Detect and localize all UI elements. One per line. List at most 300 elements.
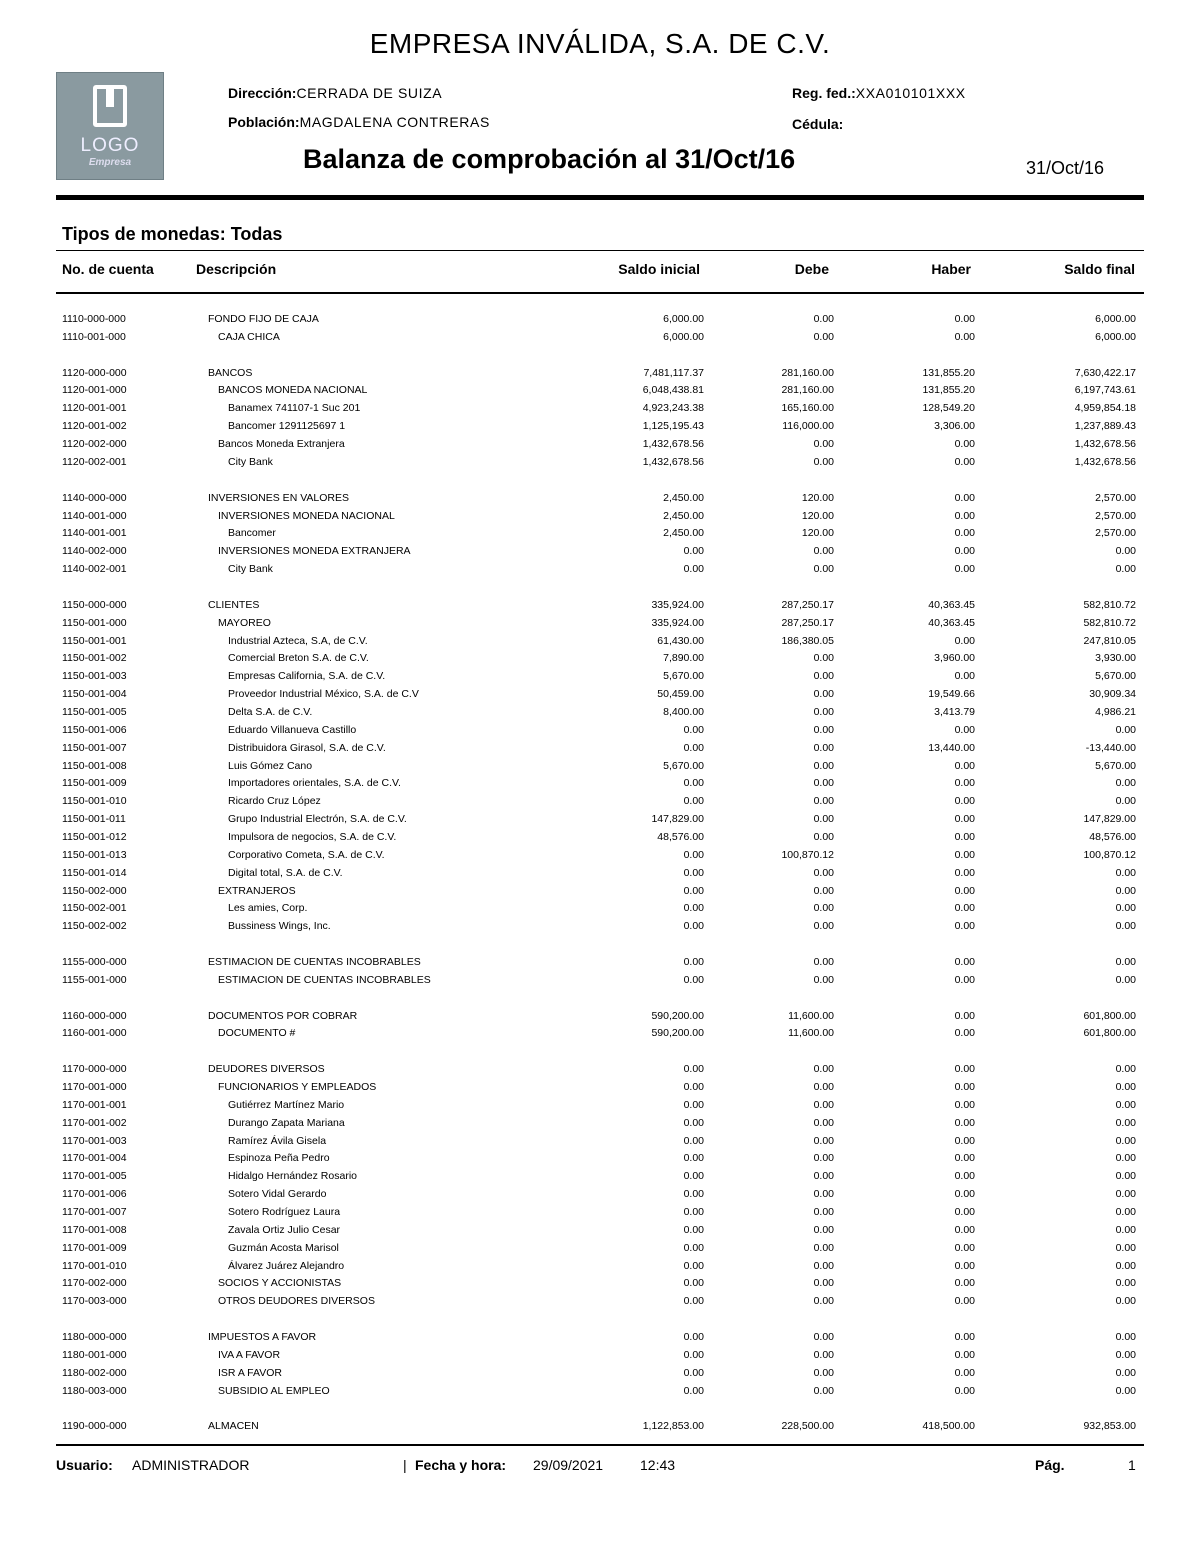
credit-amount: 0.00: [954, 1384, 975, 1397]
final-balance: 1,432,678.56: [1074, 438, 1136, 450]
account-number: 1150-002-000: [62, 884, 127, 897]
debit-amount: 0.00: [813, 705, 834, 718]
debit-amount: 0.00: [813, 652, 834, 665]
credit-amount: 0.00: [954, 1331, 975, 1343]
account-number: 1170-001-007: [62, 1206, 127, 1218]
address-label: Dirección:: [228, 85, 297, 101]
final-balance: 2,570.00: [1095, 527, 1136, 540]
table-row: [0, 760, 1200, 777]
debit-amount: 0.00: [813, 741, 834, 754]
debit-amount: 0.00: [813, 884, 834, 897]
account-number: 1170-001-003: [62, 1134, 127, 1147]
credit-amount: 0.00: [954, 902, 975, 915]
credit-amount: 0.00: [954, 848, 975, 861]
account-number: 1170-002-000: [62, 1277, 127, 1290]
initial-balance: 0.00: [683, 1331, 704, 1343]
account-number: 1150-001-014: [62, 866, 127, 879]
account-description: Delta S.A. de C.V.: [228, 705, 313, 718]
account-description: INVERSIONES EN VALORES: [208, 491, 350, 504]
credit-amount: 3,960.00: [934, 652, 975, 665]
account-description: Sotero Vidal Gerardo: [228, 1188, 327, 1201]
credit-amount: 0.00: [954, 759, 975, 772]
table-row: [0, 1385, 1200, 1402]
credit-amount: 0.00: [954, 973, 975, 986]
account-description: Bussiness Wings, Inc.: [228, 920, 331, 933]
debit-amount: 100,870.12: [781, 848, 834, 861]
logo-subtext: Empresa: [88, 157, 132, 168]
account-description: CLIENTES: [208, 598, 260, 611]
credit-amount: 0.00: [954, 455, 975, 468]
final-balance: 147,829.00: [1083, 813, 1136, 826]
debit-amount: 0.00: [813, 759, 834, 772]
address-line: [228, 85, 442, 103]
debit-amount: 287,250.17: [781, 616, 834, 629]
table-row: [0, 920, 1200, 937]
credit-amount: 0.00: [954, 1206, 975, 1218]
final-balance: 0.00: [1115, 1259, 1136, 1272]
initial-balance: 0.00: [683, 1116, 704, 1129]
credit-amount: 128,549.20: [922, 402, 975, 415]
account-description: Ricardo Cruz López: [228, 795, 321, 808]
debit-amount: 0.00: [813, 813, 834, 826]
col-final: Saldo final: [1064, 261, 1135, 277]
columns-bottom-rule: [56, 292, 1144, 294]
account-number: 1170-000-000: [62, 1063, 127, 1076]
account-description: ISR A FAVOR: [218, 1366, 282, 1379]
report-title: Balanza de comprobación al 31/Oct/16: [303, 144, 796, 174]
initial-balance: 48,576.00: [657, 830, 704, 843]
debit-amount: 0.00: [813, 723, 834, 736]
table-row: [0, 1224, 1200, 1241]
credit-amount: 0.00: [954, 813, 975, 826]
initial-balance: 0.00: [683, 973, 704, 986]
account-number: 1140-000-000: [62, 491, 127, 504]
credit-amount: 0.00: [954, 1063, 975, 1076]
account-number: 1150-001-012: [62, 830, 127, 843]
final-balance: 30,909.34: [1089, 688, 1136, 701]
account-description: Álvarez Juárez Alejandro: [228, 1259, 345, 1272]
table-row: [0, 1081, 1200, 1098]
table-row: [0, 688, 1200, 705]
account-number: 1170-001-002: [62, 1116, 127, 1129]
table-row: [0, 1349, 1200, 1366]
credit-amount: 0.00: [954, 1116, 975, 1129]
account-number: 1150-002-001: [62, 902, 127, 915]
table-row: [0, 1099, 1200, 1116]
debit-amount: 0.00: [813, 1384, 834, 1397]
final-balance: 0.00: [1115, 777, 1136, 790]
table-row: [0, 599, 1200, 616]
initial-balance: 1,125,195.43: [642, 420, 704, 433]
table-row: [0, 670, 1200, 687]
account-number: 1170-001-008: [62, 1223, 127, 1236]
reg-value: XXA010101XXX: [855, 85, 966, 101]
initial-balance: 0.00: [683, 1223, 704, 1236]
final-balance: 0.00: [1115, 1098, 1136, 1111]
account-description: Comercial Breton S.A. de C.V.: [228, 652, 369, 665]
currency-filter: Tipos de monedas: Todas: [62, 224, 283, 244]
table-row: [0, 420, 1200, 437]
final-balance: 0.00: [1115, 545, 1136, 558]
account-number: 1150-001-007: [62, 741, 127, 754]
debit-amount: 186,380.05: [781, 634, 834, 647]
account-number: 1170-001-000: [62, 1081, 127, 1093]
final-balance: 0.00: [1115, 1134, 1136, 1147]
final-balance: 0.00: [1115, 1063, 1136, 1076]
reg-line: [792, 85, 966, 103]
account-description: DEUDORES DIVERSOS: [208, 1063, 325, 1076]
account-description: Bancomer 1291125697 1: [228, 420, 346, 433]
account-description: Empresas California, S.A. de C.V.: [228, 670, 386, 683]
credit-amount: 131,855.20: [922, 384, 975, 397]
reg-label: Reg. fed.:: [792, 85, 856, 101]
table-row: [0, 795, 1200, 812]
account-description: OTROS DEUDORES DIVERSOS: [218, 1295, 375, 1308]
account-number: 1150-001-006: [62, 723, 127, 736]
final-balance: 5,670.00: [1095, 759, 1136, 772]
credit-amount: 0.00: [954, 795, 975, 808]
page-number: 1: [1128, 1457, 1136, 1473]
final-balance: 582,810.72: [1083, 616, 1136, 629]
cedula-line: [792, 116, 843, 134]
initial-balance: 0.00: [683, 1348, 704, 1361]
city-label: Población:: [228, 114, 300, 130]
account-description: Industrial Azteca, S.A, de C.V.: [228, 634, 368, 647]
debit-amount: 120.00: [801, 509, 834, 522]
initial-balance: 2,450.00: [663, 509, 704, 522]
account-description: ALMACEN: [208, 1420, 259, 1433]
debit-amount: 0.00: [813, 1348, 834, 1361]
debit-amount: 0.00: [813, 956, 834, 968]
credit-amount: 0.00: [954, 527, 975, 540]
final-balance: 0.00: [1115, 723, 1136, 736]
account-description: City Bank: [228, 455, 273, 468]
initial-balance: 61,430.00: [657, 634, 704, 647]
credit-amount: 3,413.79: [934, 705, 975, 718]
account-description: Guzmán Acosta Marisol: [228, 1241, 339, 1254]
initial-balance: 1,432,678.56: [642, 455, 704, 468]
debit-amount: 281,160.00: [781, 384, 834, 397]
credit-amount: 0.00: [954, 956, 975, 968]
credit-amount: 13,440.00: [928, 741, 975, 754]
initial-balance: 0.00: [683, 866, 704, 879]
debit-amount: 0.00: [813, 313, 834, 325]
table-row: [0, 831, 1200, 848]
final-balance: 247,810.05: [1083, 634, 1136, 647]
account-number: 1160-001-000: [62, 1027, 127, 1040]
table-row: [0, 1188, 1200, 1205]
account-number: 1150-001-005: [62, 705, 127, 718]
initial-balance: 590,200.00: [651, 1027, 704, 1040]
final-balance: -13,440.00: [1085, 741, 1136, 754]
initial-balance: 0.00: [683, 1295, 704, 1308]
debit-amount: 0.00: [813, 1206, 834, 1218]
final-balance: 0.00: [1115, 973, 1136, 986]
initial-balance: 0.00: [683, 1170, 704, 1183]
account-description: Zavala Ortiz Julio Cesar: [228, 1223, 341, 1236]
initial-balance: 6,048,438.81: [642, 384, 704, 397]
account-description: BANCOS MONEDA NACIONAL: [218, 384, 368, 397]
initial-balance: 5,670.00: [663, 670, 704, 683]
initial-balance: 0.00: [683, 1152, 704, 1165]
report-date: 31/Oct/16: [1026, 158, 1105, 178]
account-description: CAJA CHICA: [218, 330, 280, 343]
account-number: 1120-002-001: [62, 455, 127, 468]
final-balance: 0.00: [1115, 1152, 1136, 1165]
account-number: 1140-001-000: [62, 509, 127, 522]
final-balance: 1,237,889.43: [1074, 420, 1136, 433]
initial-balance: 0.00: [683, 741, 704, 754]
final-balance: 0.00: [1115, 1206, 1136, 1218]
initial-balance: 590,200.00: [651, 1009, 704, 1022]
table-row: [0, 1242, 1200, 1259]
account-number: 1150-001-008: [62, 759, 127, 772]
initial-balance: 6,000.00: [663, 313, 704, 325]
credit-amount: 0.00: [954, 723, 975, 736]
account-description: Impulsora de negocios, S.A. de C.V.: [228, 830, 397, 843]
footer-time: 12:43: [640, 1457, 676, 1473]
debit-amount: 0.00: [813, 866, 834, 879]
debit-amount: 0.00: [813, 1134, 834, 1147]
footer-date: 29/09/2021: [533, 1457, 604, 1473]
account-description: ESTIMACION DE CUENTAS INCOBRABLES: [208, 956, 421, 968]
credit-amount: 0.00: [954, 1170, 975, 1183]
account-description: FUNCIONARIOS Y EMPLEADOS: [218, 1081, 377, 1093]
table-row: [0, 777, 1200, 794]
account-number: 1150-001-000: [62, 616, 127, 629]
account-number: 1155-000-000: [62, 956, 127, 968]
account-number: 1170-003-000: [62, 1295, 127, 1308]
final-balance: 6,000.00: [1095, 330, 1136, 343]
initial-balance: 1,122,853.00: [642, 1420, 704, 1433]
debit-amount: 0.00: [813, 795, 834, 808]
account-number: 1150-001-001: [62, 634, 127, 647]
debit-amount: 0.00: [813, 973, 834, 986]
address-value: CERRADA DE SUIZA: [296, 85, 443, 101]
final-balance: 2,570.00: [1095, 509, 1136, 522]
account-number: 1120-001-002: [62, 420, 127, 433]
table-row: [0, 1420, 1200, 1437]
debit-amount: 0.00: [813, 1259, 834, 1272]
initial-balance: 0.00: [683, 723, 704, 736]
credit-amount: 0.00: [954, 1241, 975, 1254]
debit-amount: 11,600.00: [788, 1009, 834, 1022]
debit-amount: 0.00: [813, 1098, 834, 1111]
footer-separator: |: [403, 1457, 407, 1473]
debit-amount: 0.00: [813, 688, 834, 701]
table-row: [0, 706, 1200, 723]
initial-balance: 0.00: [683, 884, 704, 897]
final-balance: 0.00: [1115, 902, 1136, 915]
cedula-label: Cédula:: [792, 116, 844, 132]
final-balance: 0.00: [1115, 1384, 1136, 1397]
account-description: Ramírez Ávila Gisela: [228, 1134, 327, 1147]
debit-amount: 0.00: [813, 1152, 834, 1165]
final-balance: 0.00: [1115, 956, 1136, 968]
credit-amount: 0.00: [954, 884, 975, 897]
debit-amount: 0.00: [813, 1295, 834, 1308]
initial-balance: 0.00: [683, 956, 704, 968]
final-balance: 932,853.00: [1083, 1420, 1136, 1433]
initial-balance: 0.00: [683, 1206, 704, 1218]
account-description: SUBSIDIO AL EMPLEO: [218, 1384, 330, 1397]
city-line: [228, 114, 490, 132]
credit-amount: 0.00: [954, 1134, 975, 1147]
credit-amount: 0.00: [954, 1223, 975, 1236]
final-balance: 2,570.00: [1095, 491, 1136, 504]
final-balance: 0.00: [1115, 1277, 1136, 1290]
table-row: [0, 510, 1200, 527]
table-row: [0, 1152, 1200, 1169]
table-row: [0, 849, 1200, 866]
company-name: EMPRESA INVÁLIDA, S.A. DE C.V.: [369, 28, 831, 59]
credit-amount: 0.00: [954, 1295, 975, 1308]
account-description: INVERSIONES MONEDA EXTRANJERA: [218, 545, 411, 558]
account-number: 1150-001-013: [62, 848, 127, 861]
credit-amount: 0.00: [954, 1081, 975, 1093]
initial-balance: 0.00: [683, 902, 704, 915]
debit-amount: 165,160.00: [781, 402, 834, 415]
initial-balance: 147,829.00: [651, 813, 704, 826]
account-description: Les amies, Corp.: [228, 902, 308, 915]
initial-balance: 4,923,243.38: [642, 402, 704, 415]
account-number: 1170-001-010: [62, 1259, 127, 1272]
final-balance: 0.00: [1115, 1170, 1136, 1183]
initial-balance: 0.00: [683, 1259, 704, 1272]
debit-amount: 0.00: [813, 920, 834, 933]
table-row: [0, 1063, 1200, 1080]
final-balance: 0.00: [1115, 1223, 1136, 1236]
debit-amount: 0.00: [813, 1170, 834, 1183]
final-balance: 0.00: [1115, 1116, 1136, 1129]
account-number: 1120-000-000: [62, 366, 127, 379]
credit-amount: 0.00: [954, 563, 975, 575]
final-balance: 582,810.72: [1083, 598, 1136, 611]
final-balance: 0.00: [1115, 1366, 1136, 1379]
debit-amount: 0.00: [813, 1188, 834, 1201]
table-row: [0, 563, 1200, 580]
initial-balance: 335,924.00: [651, 598, 704, 611]
debit-amount: 0.00: [813, 1331, 834, 1343]
debit-amount: 0.00: [813, 330, 834, 343]
initial-balance: 0.00: [683, 1063, 704, 1076]
initial-balance: 0.00: [683, 1241, 704, 1254]
debit-amount: 0.00: [813, 1081, 834, 1093]
debit-amount: 116,000.00: [782, 420, 834, 433]
user-label: Usuario:: [56, 1457, 113, 1473]
account-number: 1180-000-000: [62, 1331, 127, 1343]
company-logo: [56, 72, 164, 180]
debit-amount: 0.00: [813, 1223, 834, 1236]
final-balance: 0.00: [1115, 884, 1136, 897]
account-description: IMPUESTOS A FAVOR: [208, 1331, 317, 1343]
debit-amount: 0.00: [813, 1366, 834, 1379]
final-balance: 0.00: [1115, 1188, 1136, 1201]
debit-amount: 0.00: [813, 563, 834, 575]
account-description: FONDO FIJO DE CAJA: [208, 313, 319, 325]
debit-amount: 0.00: [813, 1116, 834, 1129]
account-description: MAYOREO: [218, 616, 271, 629]
table-row: [0, 545, 1200, 562]
debit-amount: 0.00: [813, 777, 834, 790]
debit-amount: 0.00: [813, 1063, 834, 1076]
table-row: [0, 885, 1200, 902]
account-number: 1140-002-001: [62, 563, 127, 575]
final-balance: 0.00: [1115, 920, 1136, 933]
final-balance: 0.00: [1115, 866, 1136, 879]
debit-amount: 0.00: [813, 830, 834, 843]
credit-amount: 0.00: [954, 920, 975, 933]
table-row: [0, 492, 1200, 509]
account-description: INVERSIONES MONEDA NACIONAL: [218, 509, 395, 522]
debit-amount: 120.00: [801, 491, 834, 504]
account-number: 1120-001-000: [62, 384, 127, 397]
table-row: [0, 402, 1200, 419]
debit-amount: 120.00: [801, 527, 834, 540]
table-row: [0, 652, 1200, 669]
account-number: 1150-001-004: [62, 688, 127, 701]
account-description: Hidalgo Hernández Rosario: [228, 1170, 357, 1183]
credit-amount: 0.00: [954, 1277, 975, 1290]
account-number: 1150-001-003: [62, 670, 127, 683]
account-description: Distribuidora Girasol, S.A. de C.V.: [228, 741, 386, 754]
final-balance: 7,630,422.17: [1074, 366, 1136, 379]
debit-amount: 0.00: [813, 1277, 834, 1290]
final-balance: 601,800.00: [1083, 1009, 1136, 1022]
final-balance: 100,870.12: [1083, 848, 1136, 861]
account-number: 1120-001-001: [62, 402, 127, 415]
final-balance: 601,800.00: [1083, 1027, 1136, 1040]
table-row: [0, 1206, 1200, 1223]
account-description: Bancos Moneda Extranjera: [218, 438, 345, 450]
col-credit: Haber: [931, 261, 971, 277]
final-balance: 4,986.21: [1095, 705, 1136, 718]
credit-amount: 418,500.00: [922, 1420, 975, 1433]
account-description: DOCUMENTO #: [218, 1027, 296, 1040]
initial-balance: 5,670.00: [663, 759, 704, 772]
credit-amount: 0.00: [954, 1188, 975, 1201]
account-number: 1170-001-001: [62, 1098, 127, 1111]
initial-balance: 8,400.00: [663, 705, 704, 718]
credit-amount: 131,855.20: [922, 366, 975, 379]
debit-amount: 287,250.17: [781, 598, 834, 611]
account-number: 1170-001-004: [62, 1152, 127, 1165]
initial-balance: 50,459.00: [657, 688, 704, 701]
final-balance: 0.00: [1115, 795, 1136, 808]
account-number: 1150-000-000: [62, 598, 127, 611]
credit-amount: 40,363.45: [928, 616, 975, 629]
initial-balance: 0.00: [683, 1277, 704, 1290]
account-description: Espinoza Peña Pedro: [228, 1152, 330, 1165]
account-number: 1110-000-000: [62, 313, 126, 325]
initial-balance: 0.00: [683, 848, 704, 861]
table-row: [0, 635, 1200, 652]
debit-amount: 281,160.00: [781, 366, 834, 379]
account-description: Banamex 741107-1 Suc 201: [228, 402, 361, 415]
table-row: [0, 527, 1200, 544]
table-row: [0, 1135, 1200, 1152]
logo-text: LOGO: [80, 135, 140, 156]
account-description: BANCOS: [208, 366, 253, 379]
credit-amount: 0.00: [954, 1259, 975, 1272]
account-description: Eduardo Villanueva Castillo: [228, 723, 357, 736]
table-row: [0, 367, 1200, 384]
credit-amount: 0.00: [954, 545, 975, 558]
credit-amount: 0.00: [954, 509, 975, 522]
initial-balance: 0.00: [683, 1366, 704, 1379]
account-description: IVA A FAVOR: [218, 1348, 281, 1361]
table-row: [0, 1117, 1200, 1134]
